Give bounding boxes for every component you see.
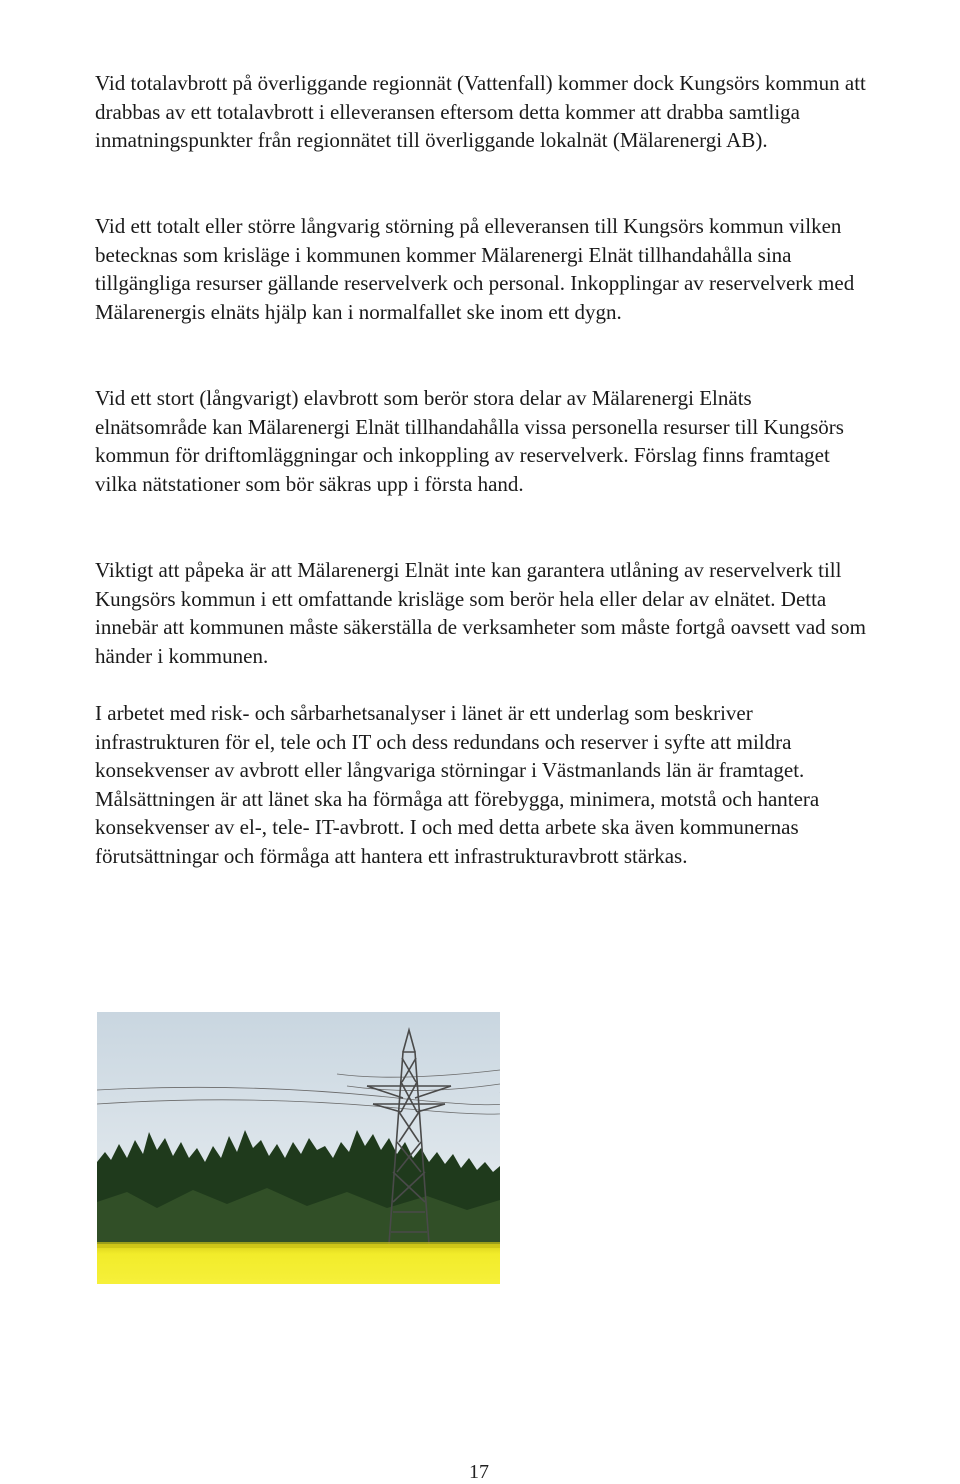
rapeseed-field (97, 1244, 500, 1284)
paragraph-risk-analysis: I arbetet med risk- och sårbarhetsanalyser i länet är ett underlag som beskriver infrastrukturen för el, tele och IT och dess redundans och reserver i syfte att mildra konsekvenser av avbrott eller långvariga störningar i Västmanlands län är framtaget. Målsättningen är att länet ska ha förmåga att förebygga, minimera, motstå och hantera konsekvenser av el-, tele- IT-avbrott. I och med detta arbete ska även kommunernas förutsättningar och förmåga att hantera ett infrastrukturavbrott stärkas. (95, 701, 820, 868)
paragraph-no-guarantee: Viktigt att påpeka är att Mälarenergi Elnät inte kan garantera utlåning av reservelverk till Kungsörs kommun i ett omfattande krisläge som berör hela eller delar av elnätet. Detta innebär att kommunen måste säkerställa de verksamheter som måste fortgå oavsett vad som händer i kommunen. (95, 558, 866, 668)
field-edge (97, 1242, 500, 1248)
paragraph-long-outage-personnel: Vid ett stort (långvarigt) elavbrott som berör stora delar av Mälarenergi Elnäts elnätsområde kan Mälarenergi Elnät tillhandahålla vissa personella resurser till Kungsörs kommun för driftomläggningar och inkoppling av reservelverk. Förslag finns framtaget vilka nätstationer som bör säkras upp i första hand. (95, 386, 844, 496)
page-number-text: 17 (469, 1461, 489, 1483)
page-number (0, 1460, 960, 1484)
power-line-tower-photo (97, 1012, 500, 1284)
paragraph-crisis-resources: Vid ett totalt eller större långvarig störning på elleveransen till Kungsörs kommun vilken betecknas som krisläge i kommunen kommer Mälarenergi Elnät tillhandahålla sina tillgängliga resurser gällande reservelverk och personal. Inkopplingar av reservelverk med Mälarenergis elnäts hjälp kan i normalfallet ske inom ett dygn. (95, 214, 855, 324)
paragraph-regional-grid-outage: Vid totalavbrott på överliggande regionnät (Vattenfall) kommer dock Kungsörs kommun att drabbas av ett totalavbrott i elleveransen eftersom detta kommer att drabba samtliga inmatningspunkter från regionnätet till överliggande lokalnät (Mälarenergi AB). (95, 71, 866, 153)
